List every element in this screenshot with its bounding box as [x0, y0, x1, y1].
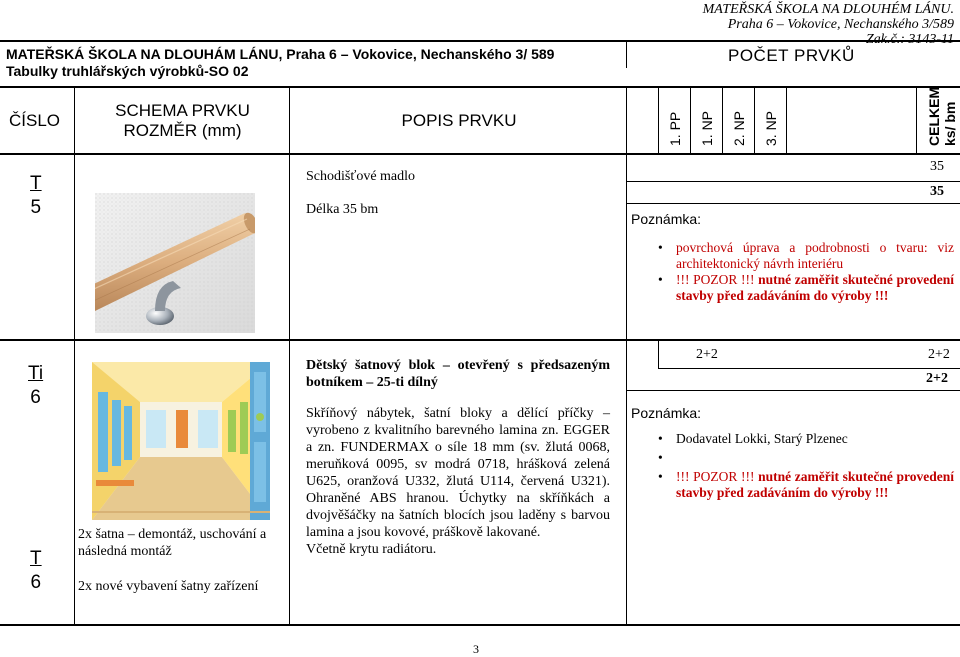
school-address-right: Praha 6 – Vokovice, Nechanského 3/589: [727, 17, 954, 32]
document-subtitle: Tabulky truhlářských výrobků-SO 02: [6, 63, 249, 79]
school-name-right: MATEŘSKÁ ŠKOLA NA DLOUHÉM LÁNU.: [702, 2, 954, 17]
column-header-cislo: ČÍSLO: [9, 111, 61, 130]
row-t6-code-number: 6: [30, 387, 41, 408]
row-t6-count-1np: 2+2: [696, 347, 718, 362]
row-t5-total-top: 35: [930, 159, 944, 174]
row-t6-code-letter: Ti: [28, 363, 44, 384]
row-t6-total-bottom: 2+2: [926, 371, 948, 386]
row-t6-code2-number: 6: [30, 572, 42, 593]
column-header-popis: POPIS PRVKU: [401, 111, 517, 130]
wardrobe-image: [92, 362, 270, 520]
row-t5-note-1: • povrchová úprava a podrobnosti o tvaru: viz architektonický návrh interiéru: [656, 240, 954, 272]
row-t5-note-2: • !!! POZOR !!! nutné zaměřit skutečné provedení stavby před zadáváním do výroby !!!: [656, 272, 954, 304]
column-header-rozmer: ROZMĚR (mm): [123, 121, 242, 140]
row-t6-note-1: • Dodavatel Lokki, Starý Plzenec: [656, 431, 954, 447]
page-number: 3: [473, 642, 479, 656]
column-header-celkem: CELKEM: [926, 86, 942, 146]
row-t6-note-3: • !!! POZOR !!! nutné zaměřit skutečné provedení stavby před zadáváním do výroby !!!: [656, 469, 954, 501]
row-t6-title: Dětský šatnový blok – otevřený s předsazeným botníkem – 25-ti dílný: [306, 358, 610, 390]
column-header-1pp: 1. PP: [667, 111, 683, 146]
row-t5-total-bottom: 35: [930, 184, 944, 199]
handrail-image: [95, 193, 255, 333]
row-t6-note-2: [656, 450, 954, 466]
row-t6-description: Skříňový nábytek, šatní bloky a dělící příčky – vyrobeno z kvalitního barevného lamina zn. EGGER a zn. FUNDERMAX o síle 18 mm (sv. žlutá 0068, meruňková 0095, sv modrá 0718, hrášková zelená U625, oranžová U332, žlutá U114, červená U321). Ohraněné ABS hranou. Úchytky na skříňkách a dvojvěšáčky na šatních blocích jsou laděny s barvou lamina a jsou kovové, práškově lakované.: [306, 406, 610, 540]
count-title: POČET PRVKŮ: [728, 46, 855, 65]
column-header-ks-bm: ks/ bm: [942, 101, 958, 146]
row-t5-note-label: Poznámka:: [631, 211, 702, 227]
row-t6-schema-text-1: 2x šatna – demontáž, uschování a následná montáž: [78, 527, 267, 559]
column-header-schema: SCHEMA PRVKU: [115, 101, 250, 120]
row-t6-schema-text-2: 2x nové vybavení šatny zařízení: [78, 579, 259, 594]
document-title: MATEŘSKÁ ŠKOLA NA DLOUHÁM LÁNU, Praha 6 – Vokovice, Nechanského 3/ 589: [6, 46, 555, 62]
row-t5-code-letter: T: [30, 173, 42, 194]
column-header-2np: 2. NP: [731, 110, 747, 146]
row-t5-title: Schodišťové madlo: [306, 169, 416, 184]
row-t5-length: Délka 35 bm: [306, 202, 379, 217]
row-t5-code-number: 5: [30, 197, 42, 218]
column-header-1np: 1. NP: [699, 110, 715, 146]
row-t6-code2-letter: T: [30, 548, 42, 569]
row-t6-total-top: 2+2: [928, 347, 950, 362]
row-t6-note-label: Poznámka:: [631, 405, 702, 421]
column-header-3np: 3. NP: [763, 110, 779, 146]
row-t6-description-last: Včetně krytu radiátoru.: [306, 542, 437, 557]
